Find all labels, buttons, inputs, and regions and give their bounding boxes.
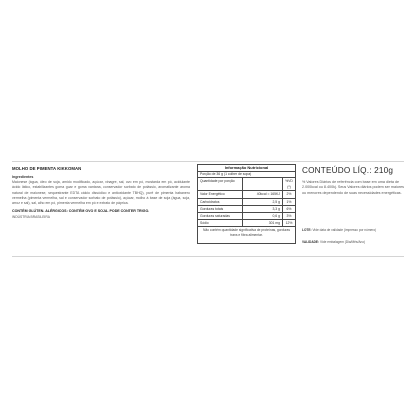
nutrition-row [198, 213, 295, 220]
nutrient-amount: 40kcal = 165KJ [243, 191, 283, 197]
nutrient-amount: 0,6 g [243, 213, 283, 219]
nutrient-amount: 3,3 g [243, 206, 283, 212]
ingredients-column [12, 166, 190, 219]
nutrition-header-amount [243, 178, 283, 190]
content-column [302, 166, 406, 196]
nutrient-name: Carboidratos [198, 199, 243, 205]
allergen-warning: CONTÉM GLÚTEN. ALÉRGICOS: CONTÉM OVO E SOJA. PODE CONTER TRIGO. [12, 208, 150, 213]
net-content: CONTEÚDO LÍQ.: 210g [302, 166, 394, 175]
lot-hint: Vide data de validade (impresso por número) [312, 228, 377, 232]
nutrient-name: Sódio [198, 220, 243, 226]
ingredients-text: Maionese (água, óleo de soja, amido modificado, açúcar, vinagre, sal, ovo em pó, mostarda em pó, acidulante ácido lático, estabilizantes goma guar e goma xantana, conservador sorbato de potássio, aromatizante aroma natural de maionese, sequestrante EDTA cálcio dissódico e antioxidante TBHQ), purê de pimenta habanero vermelha (pimenta vermelha, sal e conservador sorbato de potássio), açúcar, molho à base de soja (água, soja, arroz e sal), sal, alho em pó, pimenta vermelha em pó e extrato de páprica. [12, 180, 190, 206]
nutrient-name: Gorduras saturadas [198, 213, 243, 219]
daily-values-note: % Valores Diários de referência com base em uma dieta de 2.000kcal ou 8.400kj. Seus Valores diários podem ser maiores ou menores dependendo de suas necessidades energéticas. [302, 180, 405, 195]
nutrient-name: Valor Energético [198, 191, 243, 197]
nutrient-vd: 1% [286, 199, 292, 204]
nutrient-name: Gorduras totais [198, 206, 243, 212]
nutrient-vd: 3% [286, 214, 292, 219]
lot-field [302, 228, 376, 232]
nutrient-amount: 2,5 g [243, 199, 283, 205]
nutrition-row [198, 191, 295, 198]
nutrition-row [198, 199, 295, 206]
ingredients-heading: Ingredientes [12, 175, 34, 179]
nutrient-vd: 12% [285, 221, 293, 226]
lot-label: LOTE: [302, 228, 312, 232]
nutrition-portion: Porção de 36 g (1 colher de sopa) [198, 172, 295, 178]
nutrition-footnote: Não contém quantidade significativa de proteínas, gorduras trans e fibra alimentar. [202, 228, 291, 238]
nutrition-header-row [198, 178, 295, 191]
nutrition-title: Informação Nutricional [198, 165, 295, 172]
expiry-hint: Vide embalagem (Dia/Mês/Ano) [320, 240, 366, 244]
nutrient-vd: 6% [286, 206, 292, 211]
nutrient-vd: 2% [286, 192, 292, 197]
company-origin: INDÚSTRIA BRASILEIRA [12, 214, 50, 219]
product-title: MOLHO DE PIMENTA KIKKOMAN [12, 166, 82, 171]
nutrition-header-vd: %VD (*) [285, 179, 293, 190]
nutrition-header-item: Quantidade por porção [198, 178, 243, 190]
nutrition-row [198, 220, 295, 227]
nutrition-row [198, 206, 295, 213]
nutrition-table [197, 164, 296, 244]
expiry-label: VALIDADE: [302, 240, 320, 244]
expiry-field [302, 240, 365, 244]
nutrient-amount: 301 mg [243, 220, 283, 226]
